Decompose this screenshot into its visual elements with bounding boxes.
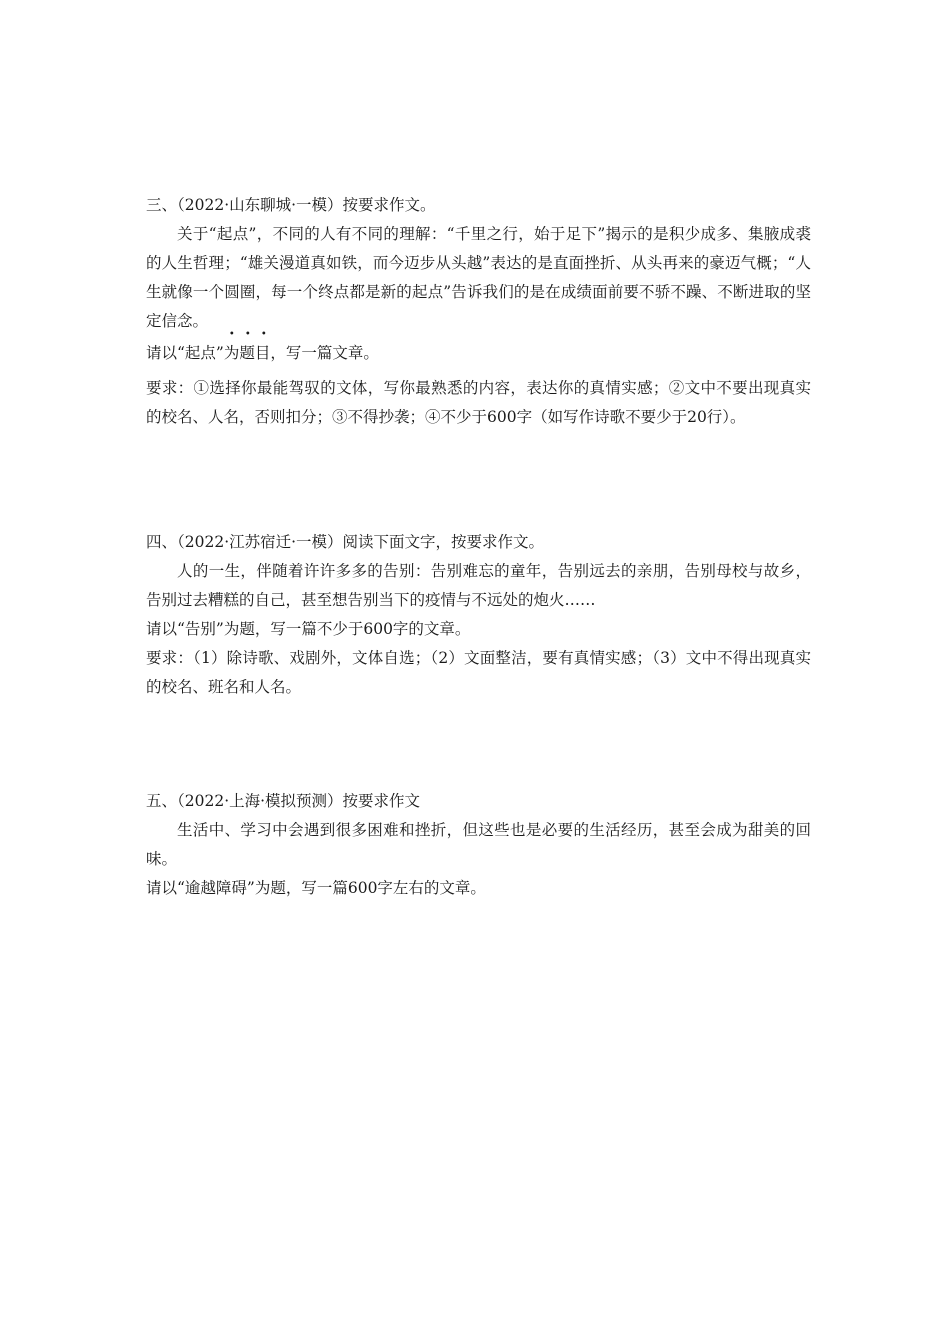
question-3 <box>146 191 811 432</box>
question-5 <box>146 787 811 903</box>
question-3-task-after: ，写一篇文章。 <box>270 344 379 362</box>
question-5-task: 请以“逾越障碍”为题，写一篇600字左右的文章。 <box>146 879 486 897</box>
question-5-material: 生活中、学习中会遇到很多困难和挫折，但这些也是必要的生活经历，甚至会成为甜美的回味。 <box>146 821 811 868</box>
question-3-task <box>146 329 811 368</box>
emphasis-dot-icon: • <box>244 329 251 340</box>
question-4-material: 人的一生，伴随着许许多多的告别：告别难忘的童年，告别远去的亲朋，告别母校与故乡，告别过去糟糕的自己，甚至想告别当下的疫情与不远处的炮火…… <box>146 562 811 609</box>
question-4 <box>146 528 811 702</box>
question-3-heading: 三、（2022·山东聊城·一模）按要求作文。 <box>146 196 436 214</box>
question-3-requirements: 要求：①选择你最能驾驭的文体，写你最熟悉的内容，表达你的真情实感；②文中不要出现真实的校名、人名，否则扣分；③不得抄袭；④不少于600字（如写作诗歌不要少于20行）。 <box>146 379 811 426</box>
question-4-heading: 四、（2022·江苏宿迁·一模）阅读下面文字，按要求作文。 <box>146 533 545 551</box>
question-4-requirements: 要求：（1）除诗歌、戏剧外，文体自选；（2）文面整洁，要有真情实感；（3）文中不得出现真实的校名、班名和人名。 <box>146 649 811 696</box>
emphasis-dot-icon: • <box>260 329 267 340</box>
question-3-task-emphasis-text: 为题目 <box>223 344 271 362</box>
question-5-heading: 五、（2022·上海·模拟预测）按要求作文 <box>146 792 421 810</box>
question-3-task-before: 请以“起点” <box>146 344 224 362</box>
question-3-task-emphasis <box>223 329 271 368</box>
question-4-task: 请以“告别”为题，写一篇不少于600字的文章。 <box>146 620 471 638</box>
question-3-material: 关于“起点”，不同的人有不同的理解：“千里之行，始于足下”揭示的是积少成多、集腋成裘的人生哲理；“雄关漫道真如铁，而今迈步从头越”表达的是直面挫折、从头再来的豪迈气概；“人生就像一个圆圈，每一个终点都是新的起点”告诉我们的是在成绩面前要不骄不躁、不断进取的坚定信念。 <box>146 225 811 330</box>
emphasis-dot-icon: • <box>228 329 235 340</box>
